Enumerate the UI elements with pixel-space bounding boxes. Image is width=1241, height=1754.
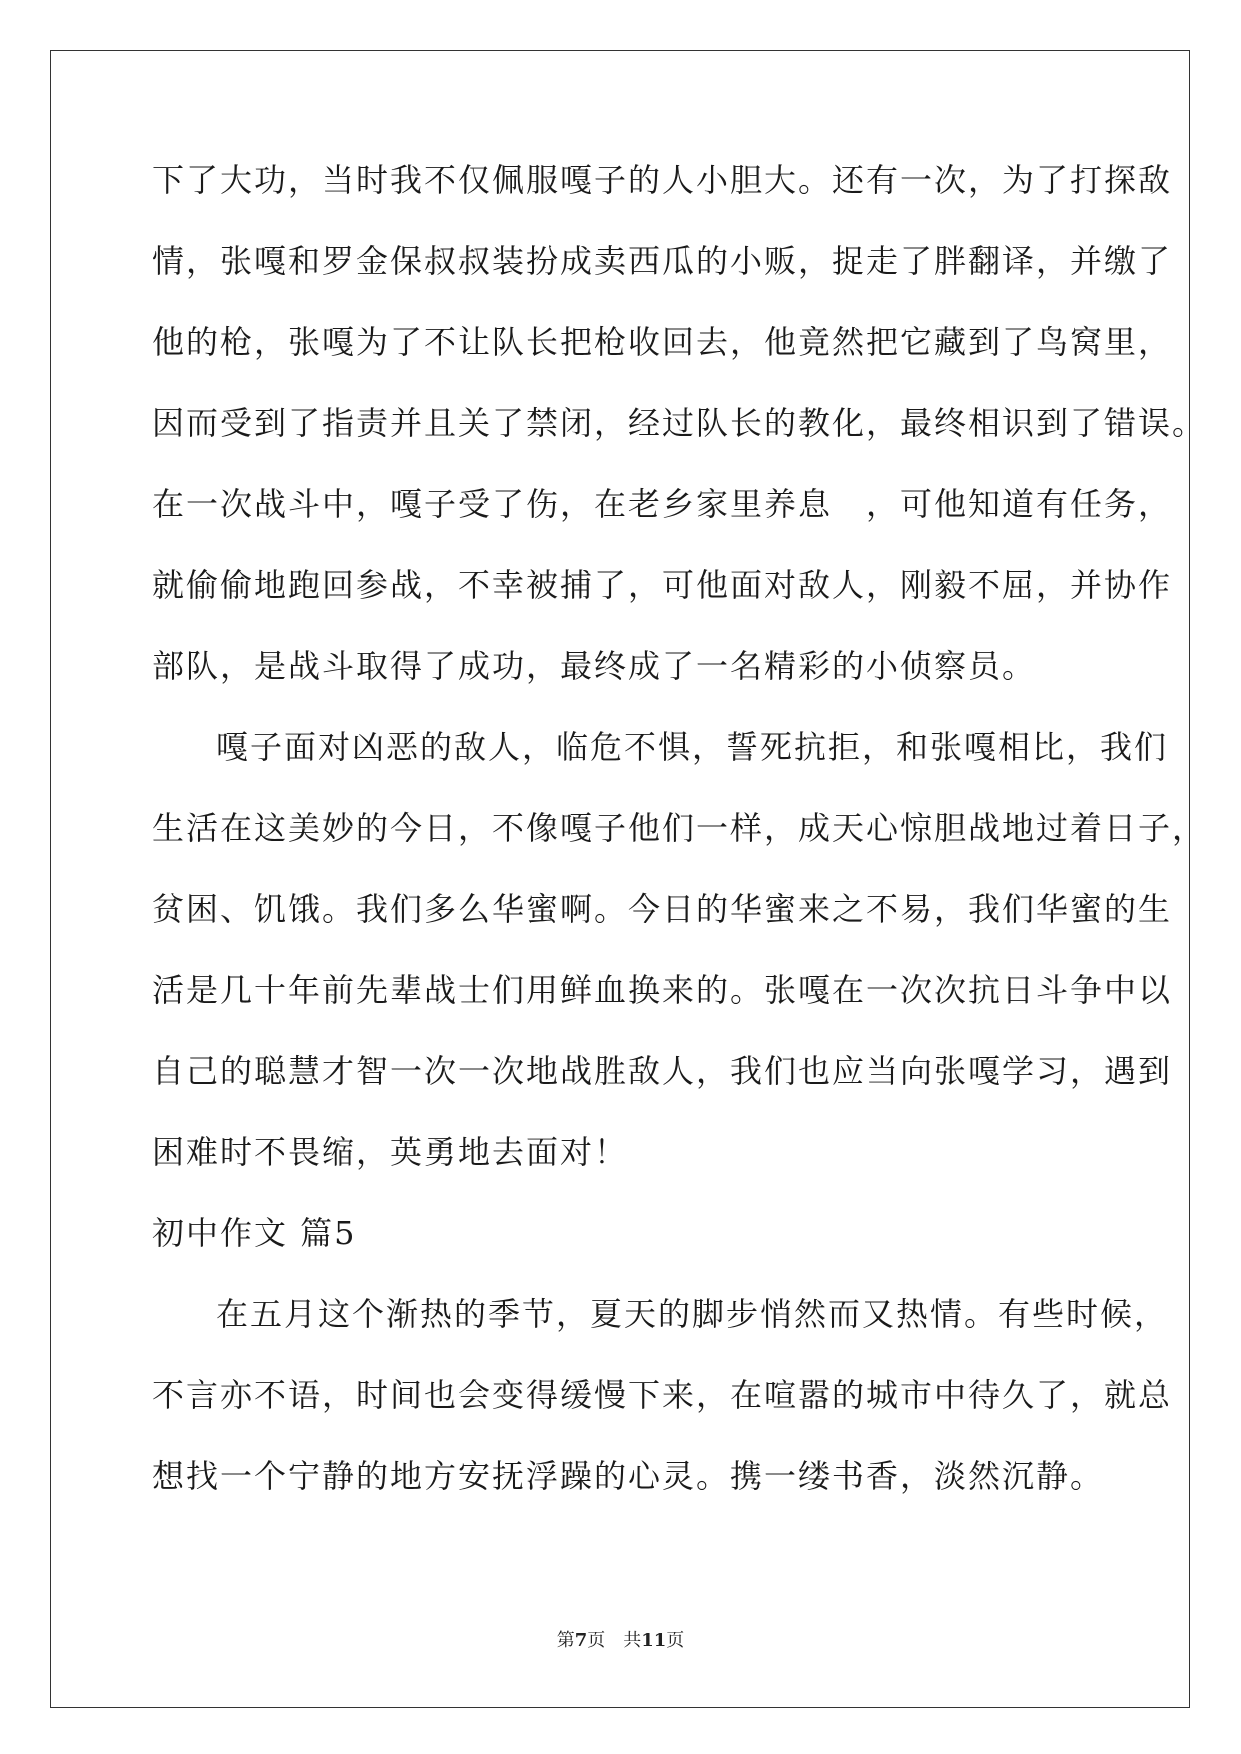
text-line: 在五月这个渐热的季节，夏天的脚步悄然而又热情。有些时候， [216,1295,1169,1333]
text-line: 部队，是战斗取得了成功，最终成了一名精彩的小侦察员。 [152,647,1037,685]
text-line: 生活在这美妙的今日，不像嘎子他们一样，成天心惊胆战地过着日子， [152,809,1207,847]
text-line: 在一次战斗中，嘎子受了伤，在老乡家里养息 ，可他知道有任务， [152,485,1173,523]
text-line: 他的枪，张嘎为了不让队长把枪收回去，他竟然把它藏到了鸟窝里， [152,323,1173,361]
text-line: 贫困、饥饿。我们多么华蜜啊。今日的华蜜来之不易，我们华蜜的生 [152,890,1173,928]
current-page-number: 7 [574,1630,588,1651]
page-footer [0,1626,1241,1652]
text-line: 活是几十年前先辈战士们用鲜血换来的。张嘎在一次次抗日斗争中以 [152,971,1173,1009]
footer-suffix: 页 [666,1630,685,1651]
text-line: 因而受到了指责并且关了禁闭，经过队长的教化，最终相识到了错误。 [152,404,1207,442]
text-line: 下了大功，当时我不仅佩服嘎子的人小胆大。还有一次，为了打探敌 [152,161,1173,199]
text-line: 就偷偷地跑回参战，不幸被捕了，可他面对敌人，刚毅不屈，并协作 [152,566,1173,604]
footer-prefix: 第 [556,1630,575,1651]
document-body [152,160,1207,1537]
text-line: 情，张嘎和罗金保叔叔装扮成卖西瓜的小贩，捉走了胖翻译，并缴了 [152,242,1173,280]
total-page-number: 11 [641,1630,667,1651]
section-heading: 初中作文 篇5 [152,1214,357,1252]
text-line: 不言亦不语，时间也会变得缓慢下来，在喧嚣的城市中待久了，就总 [152,1376,1173,1414]
text-line: 嘎子面对凶恶的敌人，临危不惧，誓死抗拒，和张嘎相比，我们 [216,728,1169,766]
text-line: 想找一个宁静的地方安抚浮躁的心灵。携一缕书香，淡然沉静。 [152,1457,1105,1495]
text-line: 困难时不畏缩，英勇地去面对！ [152,1133,629,1171]
text-line: 自己的聪慧才智一次一次地战胜敌人，我们也应当向张嘎学习，遇到 [152,1052,1173,1090]
footer-middle: 页 共 [587,1630,642,1651]
